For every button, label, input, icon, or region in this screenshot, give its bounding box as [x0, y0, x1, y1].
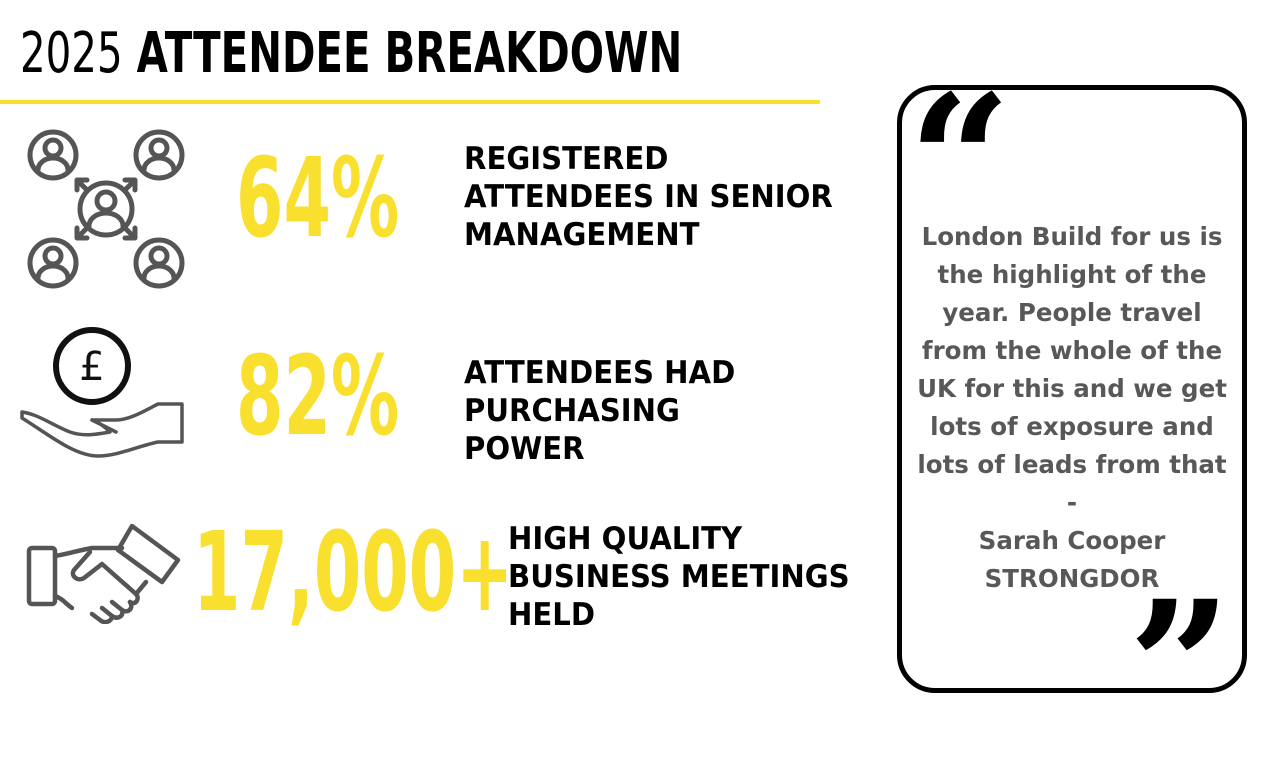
- testimonial-line: UK for this and we get: [917, 374, 1227, 403]
- svg-text:£: £: [79, 344, 105, 390]
- stat-value-senior-management: 64%: [236, 134, 400, 262]
- testimonial-line: lots of leads from that -: [917, 450, 1227, 517]
- network-people-icon: [25, 128, 187, 290]
- testimonial-line: lots of exposure and: [930, 412, 1214, 441]
- testimonial-line: London Build for us is: [921, 222, 1223, 251]
- stat-label-senior-management: REGISTERED ATTENDEES IN SENIOR MANAGEMENT: [464, 141, 833, 253]
- stat-label-purchasing-power: ATTENDEES HAD PURCHASING POWER: [464, 355, 736, 467]
- hand-pound-coin-icon: [18, 322, 188, 460]
- title-underline: [0, 100, 820, 104]
- page-title: [20, 20, 682, 88]
- testimonial-line: from the whole of the: [921, 336, 1223, 365]
- testimonial-author: Sarah Cooper: [978, 526, 1166, 555]
- title-year: 2025: [20, 21, 123, 86]
- handshake-icon: [26, 520, 182, 624]
- testimonial-line: year. People travel: [942, 298, 1202, 327]
- stat-label-business-meetings: HIGH QUALITY BUSINESS MEETINGS HELD: [508, 521, 850, 633]
- testimonial-line: the highlight of the: [937, 260, 1207, 289]
- testimonial-company: STRONGDOR: [984, 564, 1160, 593]
- stat-value-purchasing-power: 82%: [236, 332, 400, 460]
- testimonial-text: [912, 218, 1232, 598]
- close-quote-icon: ”: [1128, 562, 1232, 773]
- open-quote-icon: “: [908, 56, 1012, 267]
- stat-value-business-meetings: 17,000+: [193, 508, 514, 636]
- title-text: ATTENDEE BREAKDOWN: [136, 21, 683, 86]
